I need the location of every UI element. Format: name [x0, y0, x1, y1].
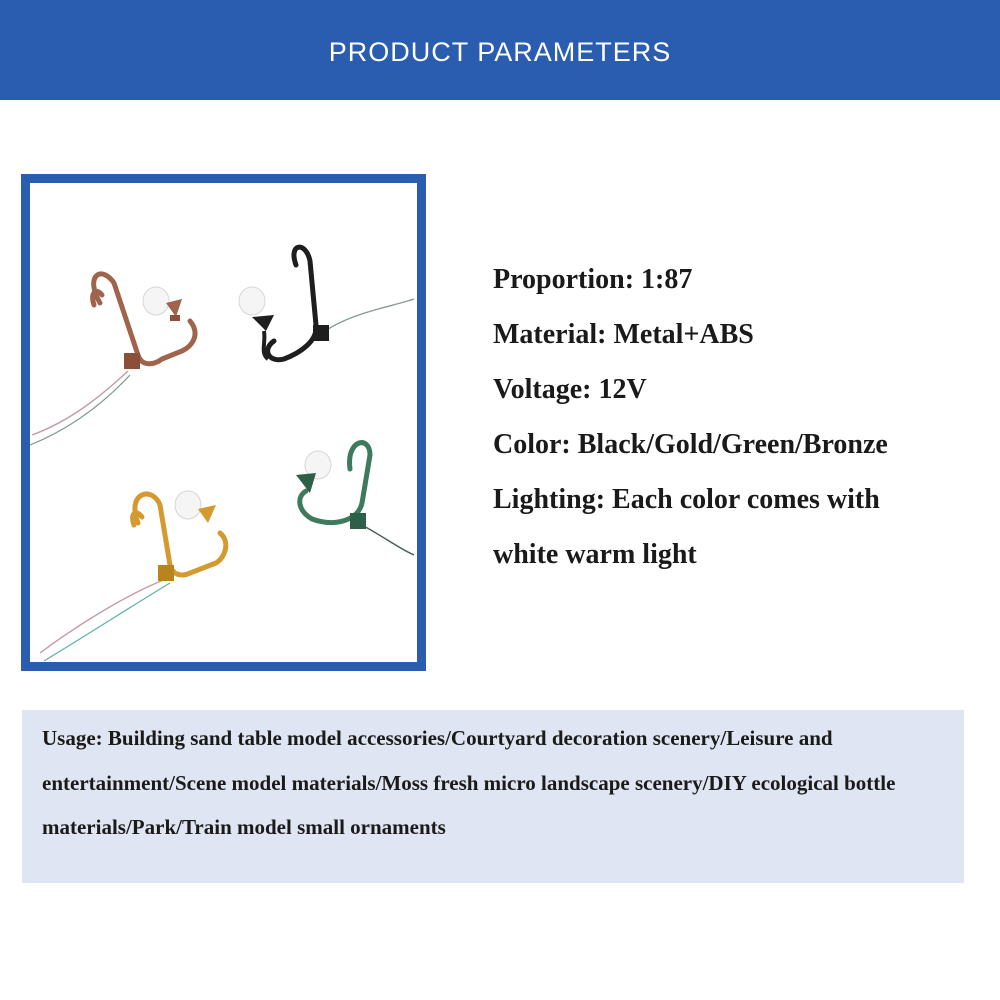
spec-lighting-continued: white warm light: [493, 539, 697, 570]
header-banner: [0, 0, 1000, 100]
usage-text: Usage: Building sand table model accessories/Courtyard decoration scenery/Leisure and entertainment/Scene model materials/Moss fresh micro landscape scenery/DIY ecological bottle materials/Park/Train model small ornaments: [42, 726, 896, 839]
spec-lighting: Lighting: Each color comes with: [493, 484, 880, 515]
black-lamp-icon: [239, 247, 414, 360]
gold-lamp-icon: [40, 491, 226, 661]
bronze-lamp-icon: [30, 274, 195, 445]
spec-list: [493, 252, 983, 582]
page-title: PRODUCT PARAMETERS: [328, 37, 672, 67]
usage-panel: [22, 710, 964, 883]
spec-voltage: Voltage: 12V: [493, 374, 647, 405]
spec-material: Material: Metal+ABS: [493, 319, 754, 350]
spec-color: Color: Black/Gold/Green/Bronze: [493, 429, 888, 460]
lamp-illustration: [30, 183, 417, 662]
product-photo: [21, 174, 426, 671]
green-lamp-icon: [296, 443, 414, 555]
spec-proportion: Proportion: 1:87: [493, 264, 693, 295]
